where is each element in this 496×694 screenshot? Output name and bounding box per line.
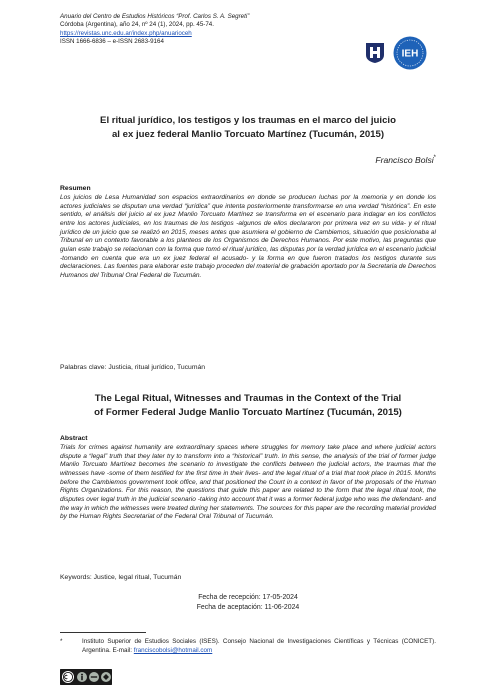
- article-title-en: The Legal Ritual, Witnesses and Traumas in the Context of the Trial of Former Federal Judge Manlio Torcuato Martínez (Tucumán, 2015): [94, 393, 402, 418]
- footnote-affiliation: Instituto Superior de Estudios Sociales (ISES). Consejo Nacional de Investigaciones Científicas y Técnicas (CONICET). Argentina. E-mail:: [82, 638, 436, 654]
- unc-logo-icon: [365, 42, 385, 64]
- journal-header: [60, 13, 360, 47]
- author-email-link[interactable]: franciscobolsi@hotmail.com: [133, 646, 213, 654]
- abstract-text: Trials for crimes against humanity are extraordinary spaces where struggles for memory take place and where judicial actors dispute a “legal” truth that they later try to transform into a “historical” truth. In this sense, the analysis of the trial of former judge Manlio Torcuato Martínez becomes the scenario to investigate the conflicts between the judicial actors, the traumas that the witnesses have -some of them testified for the first time in their lives- and the legal ritual of a trial that took place in 2015. Months before the Cambiemos government took office, and that positioned the Court in a context in favor of the proposals of the Human Rights Organizations. For this reason, the questions that guide this paper are related to the form that the legal ritual took, the disputes over legal truth in the judicial scenario -taking into account that it was a former federal judge who was the defendant- and the way in which the witnesses were treated during her statements. The sources for this paper are the recording material provided by the Human Rights Secretariat of the Federal Oral Tribunal of Tucumán.: [60, 444, 436, 521]
- journal-issue: Córdoba (Argentina), año 24, nº 24 (1), 2024, pp. 45-74.: [60, 21, 214, 29]
- author-name: Francisco Bolsi*: [375, 155, 436, 165]
- submission-dates: [60, 593, 436, 612]
- article-title-es: El ritual jurídico, los testigos y los traumas en el marco del juicio al ex juez federal Manlio Torcuato Martínez (Tucumán, 2015): [100, 115, 396, 140]
- journal-issn: ISSN 1666-6836 – e-ISSN 2683-9164: [60, 38, 164, 46]
- journal-name: Anuario del Centro de Estudios Históricos “Prof. Carlos S. A. Segreti”: [60, 13, 250, 20]
- author-footnote: [60, 638, 436, 655]
- keywords-es: Palabras clave: Justicia, ritual jurídico, Tucumán: [60, 364, 206, 371]
- resumen-text: Los juicios de Lesa Humanidad son espacios extraordinarios en donde se producen luchas por la memoria y en donde los actores judiciales se disputan una verdad “jurídica” que intenta posteriormente transformarse en una verdad “histórica”. En este sentido, el análisis del juicio al ex juez Manlio Torcuato Martínez se transforma en el escenario para indagar en los conflictos entre los actores judiciales, en los traumas de los testigos -algunos de ellos declararon por primera vez en su vida- y el ritual jurídico de un juicio que se realizó en 2015, meses antes que asumiera el gobierno de Cambiemos, situación que posicionaba al Tribunal en un contexto favorable a los planteos de los Organismos de Derechos Humanos. Por este motivo, las preguntas que guían este trabajo se relacionan con la forma que tomó el ritual jurídico, las disputas por la verdad jurídica en el escenario judicial -tomando en cuenta que era un ex juez federal el acusado- y la forma en que fueron tratados los testigos durante sus declaraciones. Las fuentes para elaborar este trabajo proceden del material de grabación aportado por la Secretaria de Derechos Humanos del Tribunal Oral Federal de Tucumán.: [60, 194, 436, 279]
- footnote-mark: *: [60, 638, 63, 645]
- abstract-heading: Abstract: [60, 435, 88, 442]
- ieh-logo-icon: [393, 36, 427, 70]
- creative-commons-license-icon[interactable]: [60, 669, 112, 685]
- ieh-logo-text: IEH: [401, 48, 419, 60]
- author-footnote-mark[interactable]: *: [433, 155, 436, 162]
- keywords-en: Keywords: Justice, legal ritual, Tucumán: [60, 574, 182, 581]
- resumen-heading: Resumen: [60, 185, 91, 192]
- footnote-divider: [60, 632, 146, 633]
- date-accepted: Fecha de aceptación: 11-06-2024: [196, 603, 300, 611]
- journal-url-link[interactable]: https://revistas.unc.edu.ar/index.php/anuarioceh: [60, 29, 192, 37]
- date-received: Fecha de recepción: 17-05-2024: [198, 594, 298, 601]
